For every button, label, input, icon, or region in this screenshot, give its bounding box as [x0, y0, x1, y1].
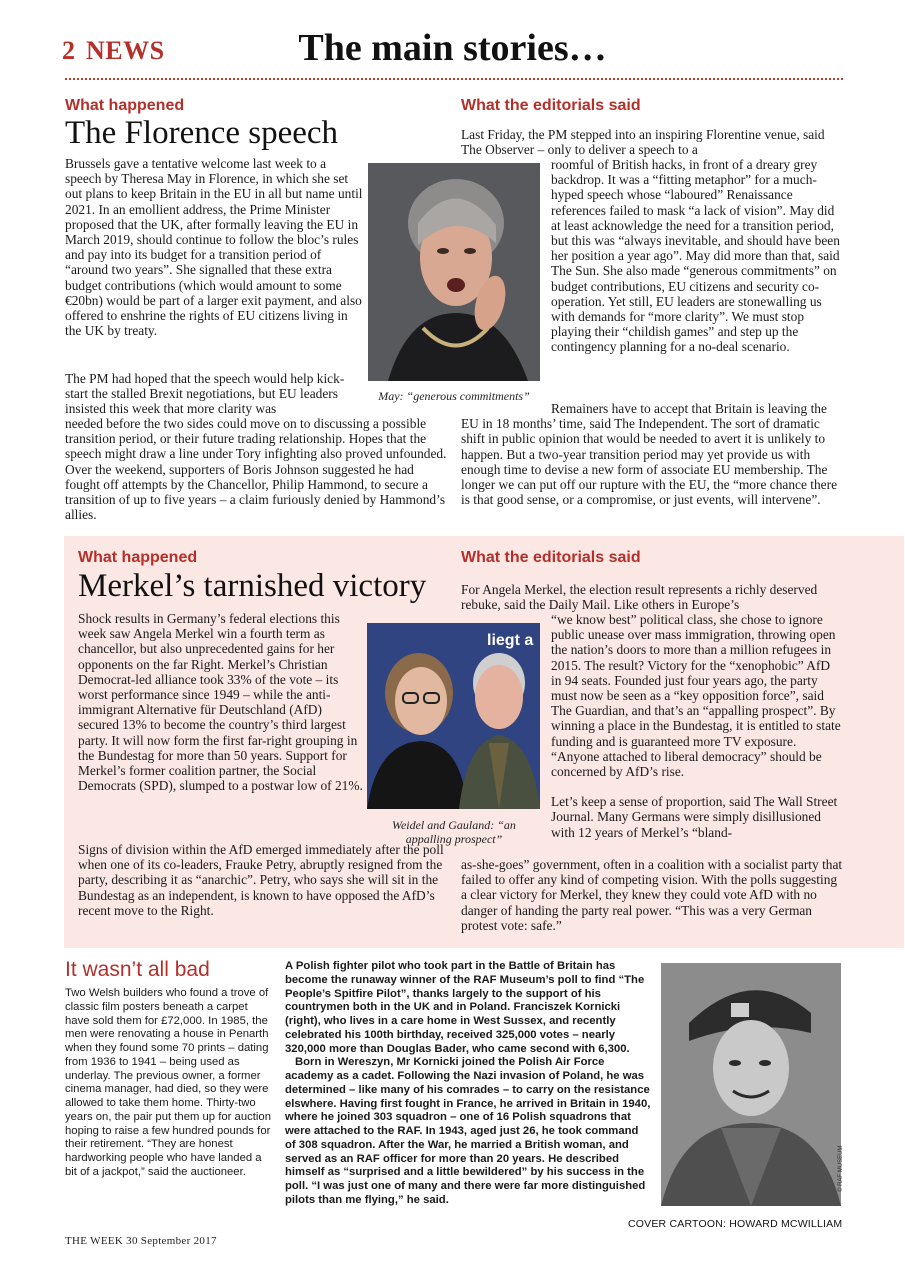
polish-pilot-para1: A Polish fighter pilot who took part in the Battle of Britain has become the runaway winner of the RAF Museum’s poll to find “The People’s Spitfire Pilot”, thanks largely to the support of his countrymen both in the UK and in Poland. Franciszek Kornicki (right), who lives in a care home in West Sussex, and recently celebrated his 100th birthday, received 325,000 votes – nearly 320,000 more than Douglas Bader, who came second with 6,300. — [285, 960, 645, 1055]
florence-headline: The Florence speech — [65, 115, 339, 151]
florence-what-happened — [65, 97, 450, 150]
theresa-may-portrait — [368, 163, 540, 381]
section-name: NEWS — [86, 36, 165, 65]
page-title — [0, 26, 905, 70]
page-number: 2 — [62, 36, 75, 65]
kornicki-photo — [661, 963, 841, 1206]
merkel-right-kicker: What the editorials said — [461, 549, 641, 566]
polish-pilot-story — [285, 960, 651, 1208]
photo-sign-text: liegt a — [487, 632, 534, 649]
merkel-right-para1-rest-text: “we know best” political class, she chose to ignore public unease over mass immigration, throwing open the nation’s doors to more than a million refugees in 2015. The result? Victory for the “xenophobic” AfD in 94 seats. Founded just four years ago, the party must now be seen as a “key opposition force”, said The Guardian, and that’s an “appalling prospect”. By winning a place in the Bundestag, it is entitled to state funding and is guaranteed more TV exposure. “Anyone attached to liberal democracy” should be concerned by AfD’s rise. — [551, 612, 841, 780]
merkel-right-para2-rest: as-she-goes” government, often in a coalition with a socialist party that failed to offer any kind of competing vision. With the polls suggesting a clear victory for Merkel, they knew they could vote AfD with no danger of handing the party real power. “This was a very German protest vote: safe.” — [461, 857, 843, 933]
weidel-photo-caption: Weidel and Gauland: “an appalling prospect” — [392, 818, 516, 846]
merkel-headline: Merkel’s tarnished victory — [78, 568, 427, 604]
weidel-gauland-portrait — [367, 623, 540, 809]
photo-credit: © RAF MUSEUM — [838, 1145, 844, 1192]
merkel-right-para2-indent: Let’s keep a sense of proportion, said The Wall Street Journal. Many Germans were simply disillusioned with 12 years of Merkel’s “bland- — [551, 794, 838, 840]
header-divider — [65, 78, 843, 80]
merkel-left-kicker: What happened — [78, 549, 198, 566]
film-posters-story: Two Welsh builders who found a trove of classic film posters beneath a carpet have sold them for £72,000. In 1985, the men were renovating a house in Penarth when they found some 70 prints – dating from 1936 to 1941 – being used as underlay. The previous owner, a former cinema manager, had died, so they were allowed to take them home. Thirty-two years on, the pair put them up for auction hoping to raise a few hundred pounds for their retirement. “They are honest hardworking people who have landed a bit of a jackpot,” said the auctioneer. — [65, 987, 271, 1178]
florence-left-para1: Brussels gave a tentative welcome last week to a speech by Theresa May in Florence, in which she set out plans to keep Britain in the EU in all but name until 2021. In an emollient address, the Prime Minister proposed that the UK, after formally leaving the EU in March 2019, should continue to follow the bloc’s rules and pay into its budget for a transition period of “around two years”. She signalled that these extra budget contributions (which would amount to some €20bn) would be part of a larger exit payment, and also offered to enshrine the rights of EU citizens living in the UK by treaty. — [65, 156, 363, 339]
merkel-right-para1-start: For Angela Merkel, the election result represents a richly deserved rebuke, said the Daily Mail. Like others in Europe’s — [461, 582, 818, 613]
merkel-editorials-kicker — [461, 549, 641, 567]
florence-right-para1-start: Last Friday, the PM stepped into an inspiring Florentine venue, said The Observer – only to deliver a speech to a — [461, 127, 825, 158]
merkel-right-para1-rest — [551, 612, 843, 855]
may-photo-caption: May: “generous commitments” — [378, 389, 530, 403]
theresa-may-photo — [368, 163, 540, 381]
florence-left-kicker: What happened — [65, 97, 185, 114]
polish-pilot-para2-wrap — [285, 1056, 651, 1207]
cover-cartoon-credit: COVER CARTOON: HOWARD MCWILLIAM — [628, 1218, 843, 1230]
florence-right-para2-indent: Remainers have to accept that Britain is leaving — [551, 401, 808, 416]
polish-pilot-para2: Born in Wereszyn, Mr Kornicki joined the Polish Air Force academy as a cadet. Following the Nazi invasion of Poland, he was determined – like many of his comrades – to carry on the resistance elswhere. Having first fought in France, he arrived in Britain in 1940, where he joined 303 squadron – one of 16 Polish squadrons that were attached to the RAF. In 1943, aged just 26, he took command of 308 squadron. After the War, he married a British woman, and served as an RAF officer for more than 20 years. He described himself as “surprised and a little bewildered” by his success in the poll. “I was just one of many and there were far more distinguished pilots than me flying,” he said. — [285, 1056, 651, 1206]
florence-left-para2-start: The PM had hoped that the speech would help kick-start the stalled Brexit negotiations, but EU leaders insisted this week that more clarity was — [65, 371, 345, 417]
florence-right-para2 — [461, 401, 843, 507]
florence-editorials-kicker — [461, 97, 641, 115]
florence-right-para2-rest: the EU in 18 months’ time, said The Independent. The sort of dramatic shift in public opinion that would be needed to avert it is unlikely to happen. But a two-year transition period may yet provide us with enough time to devise a new form of associate EU membership. The longer we can put off our rupture with the EU, the “more chance there is that good sense, or a compromise, or just events, will intervene”. — [461, 401, 838, 508]
kornicki-portrait — [661, 963, 841, 1206]
merkel-what-happened — [78, 549, 426, 603]
florence-left-para2-rest: needed before the two sides could move on to discussing a possible transition period, or their future trading relationship. Hopes that the speech might draw a line under Tory infighting also proved unfounded. Over the weekend, supporters of Boris Johnson suggested he had fought off attempts by the Chancellor, Philip Hammond, to secure a transition of up to five years – a claim furiously denied by Hammond’s allies. — [65, 416, 447, 523]
merkel-left-para2: Signs of division within the AfD emerged immediately after the poll when one of its co-leaders, Frauke Petry, abruptly resigned from the party, describing it as “anarchic”. Petry, who says she will sit in the Bundestag as an independent, is known to have opposed the AfD’s recent move to the Right. — [78, 842, 444, 918]
it-wasnt-all-bad-heading: It wasn’t all bad — [65, 958, 210, 981]
florence-right-para1-rest: roomful of British hacks, in front of a dreary grey backdrop. It was a “fitting metaphor” for a much-hyped speech whose “laboured” Renaissance references failed to mask “a lack of vision”. May did at least acknowledge the need for a transition period, but this was “always inevitable, and should have been her position a year ago”. May did more than that, said The Sun. She also made “generous commitments” on budget contributions, EU citizens and security co-operation. Yet still, EU leaders are stonewalling us with demands for “more clarity”. We must stop playing their “childish games” and step up the contingency planning for a no-deal scenario. — [551, 157, 840, 355]
florence-right-kicker: What the editorials said — [461, 97, 641, 114]
page-title-text: The main stories… — [298, 27, 607, 69]
weidel-gauland-photo — [367, 623, 540, 809]
page-footer: THE WEEK 30 September 2017 — [65, 1235, 217, 1247]
merkel-left-para1: Shock results in Germany’s federal elections this week saw Angela Merkel win a fourth term as chancellor, but also unprecedented gains for her opponents on the far Right. Merkel’s Christian Democrat-led alliance took 33% of the vote – its worst performance since 1949 – while the anti-immigrant Alternative für Deutschland (AfD) secured 13% to become the country’s third largest party. It will now form the first far-right grouping in the Bundestag for more than 50 years. Support for Merkel’s former coalition partner, the Social Democrats (SPD), slumped to a postwar low of 21%. — [78, 611, 363, 794]
